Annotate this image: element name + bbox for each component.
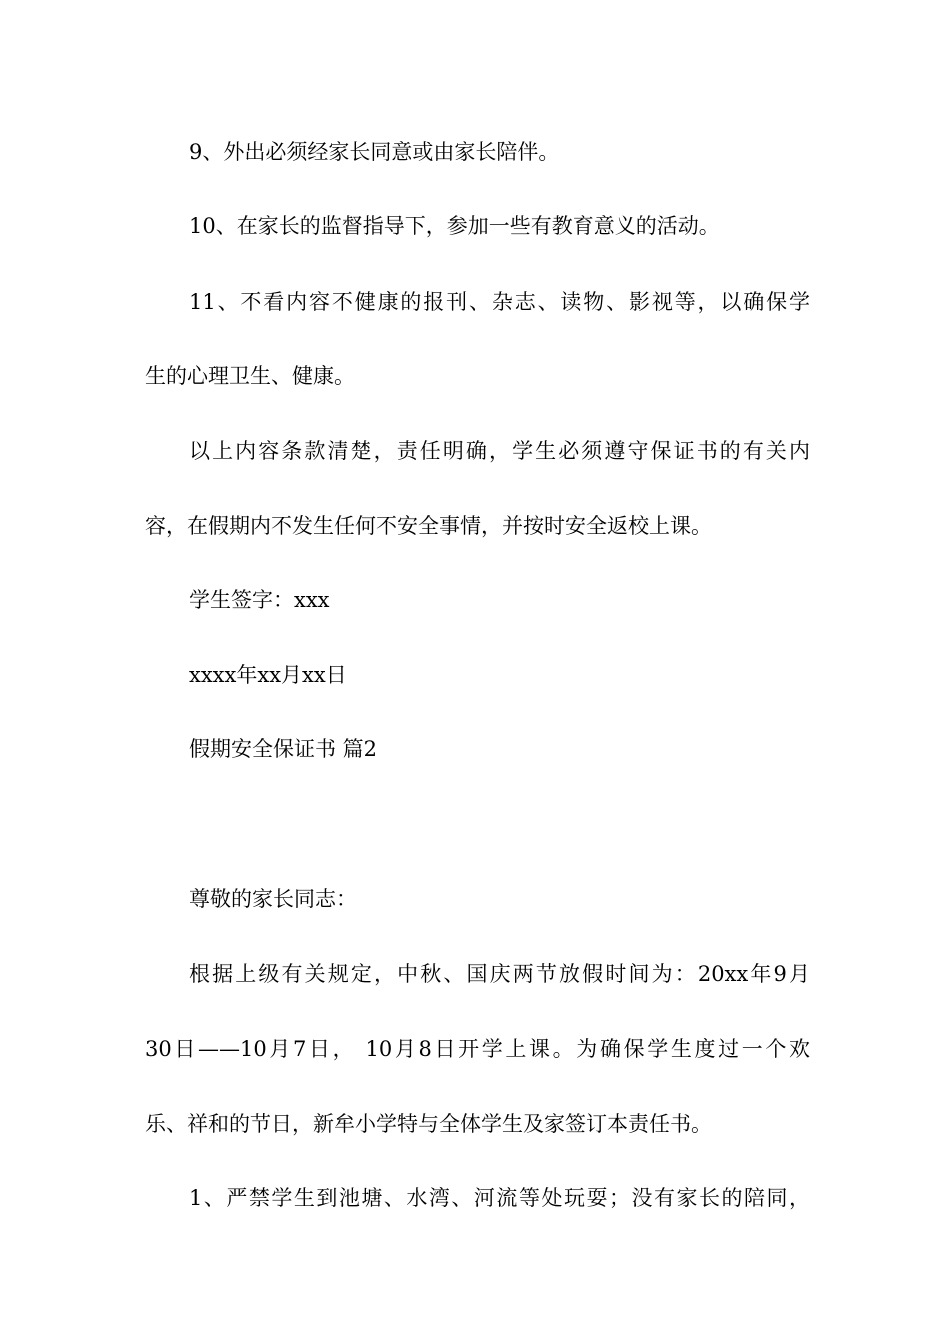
section-heading: 假期安全保证书 篇2: [189, 737, 378, 761]
salutation: 尊敬的家长同志：: [189, 887, 357, 911]
intro-paragraph-line-2: 30日——10月7日， 10月8日开学上课。为确保学生度过一个欢: [145, 1037, 810, 1061]
intro-paragraph-line-3: 乐、祥和的节日，新牟小学特与全体学生及家签订本责任书。: [145, 1112, 712, 1136]
paragraph-item-9: 9、外出必须经家长同意或由家长陪伴。: [189, 140, 560, 164]
signature-date: xxxx年xx月xx日: [189, 663, 347, 687]
summary-paragraph-line-2: 容，在假期内不发生任何不安全事情，并按时安全返校上课。: [145, 514, 712, 538]
student-signature: 学生签字：xxx: [189, 588, 330, 612]
summary-paragraph-line-1: 以上内容条款清楚，责任明确，学生必须遵守保证书的有关内: [189, 439, 810, 463]
rule-item-1-line-1: 1、严禁学生到池塘、水湾、河流等处玩耍；没有家长的陪同，: [189, 1186, 810, 1210]
intro-paragraph-line-1: 根据上级有关规定，中秋、国庆两节放假时间为：20xx年9月: [189, 962, 810, 986]
paragraph-item-11-line-1: 11、不看内容不健康的报刊、杂志、读物、影视等，以确保学: [189, 290, 810, 314]
paragraph-item-10: 10、在家长的监督指导下，参加一些有教育意义的活动。: [189, 214, 720, 238]
paragraph-item-11-line-2: 生的心理卫生、健康。: [145, 364, 355, 388]
